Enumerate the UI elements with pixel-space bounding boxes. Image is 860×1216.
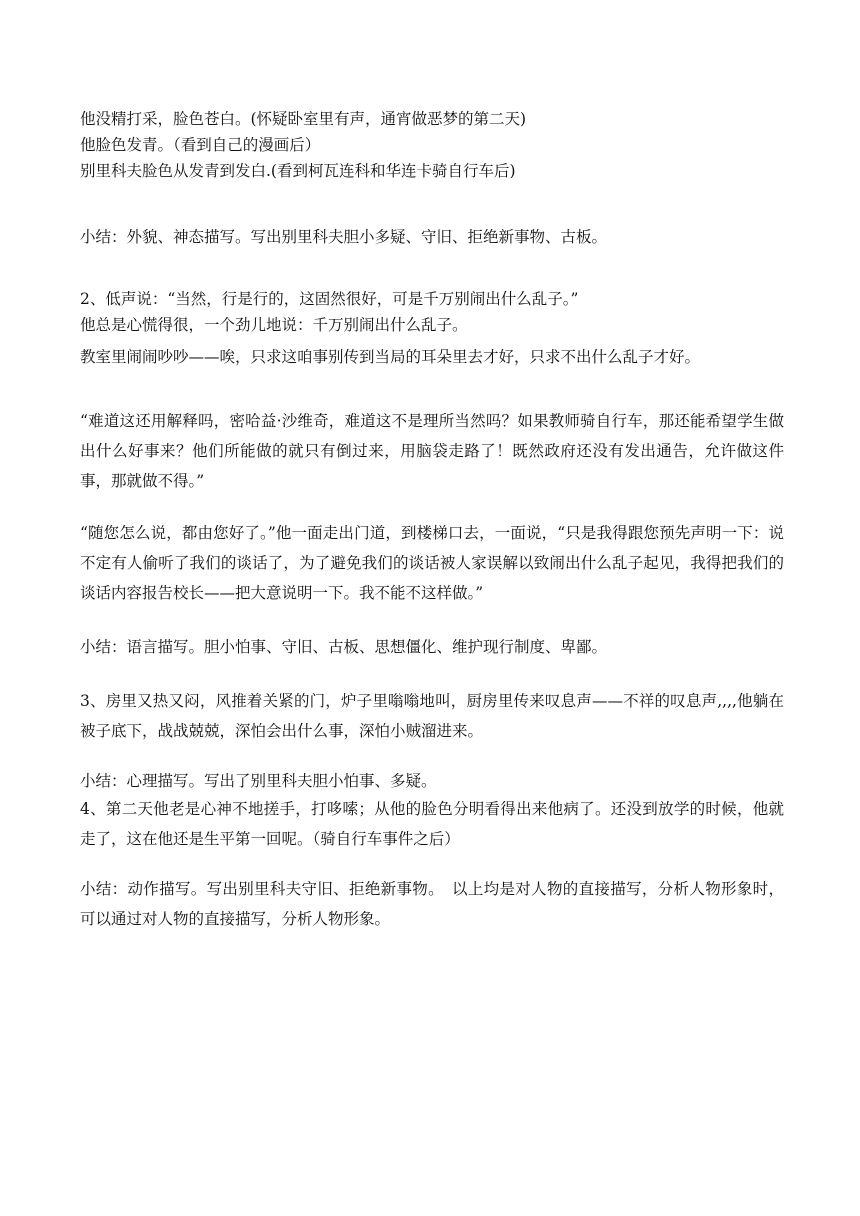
quote-1: “难道这还用解释吗，密哈益·沙维奇，难道这不是理所当然吗？如果教师骑自行车，那还能希望学生做出什么好事来？他们所能做的就只有倒过来，用脑袋走路了！既然政府还没有发出通告，允许做这件事，那就做不得。” — [80, 412, 784, 490]
summary-4: 小结：动作描写。写出别里科夫守旧、拒绝新事物。 以上均是对人物的直接描写，分析人物形象时，可以通过对人物的直接描写，分析人物形象。 — [80, 880, 784, 928]
quote-2: “随您怎么说，都由您好了。”他一面走出门道，到楼梯口去，一面说，“只是我得跟您预先声明一下：说不定有人偷听了我们的谈话了，为了避免我们的谈话被人家误解以致闹出什么乱子起见，我得把我们的谈话内容报告校长——把大意说明一下。我不能不这样做。” — [80, 524, 784, 602]
blank-line — [80, 250, 784, 276]
text-line: 别里科夫脸色从发青到发白.(看到柯瓦连科和华连卡骑自行车后) — [80, 162, 516, 180]
blank-line — [80, 660, 784, 680]
summary-3: 小结：心理描写。写出了别里科夫胆小怕事、多疑。 — [80, 772, 437, 790]
paragraph-3: 3、房里又热又闷，风推着关紧的门，炉子里嗡嗡地叫，厨房里传来叹息声——不祥的叹息声,,,,他躺在被子底下，战战兢兢，深怕会出什么事，深怕小贼溜进来。 — [80, 692, 784, 740]
paragraph-4: 4、第二天他老是心神不地搓手，打哆嗦；从他的脸色分明看得出来他病了。还没到放学的时候，他就走了，这在他还是生平第一回呢。（骑自行车事件之后） — [80, 800, 784, 848]
text-line: 他没精打采，脸色苍白。(怀疑卧室里有声，通宵做恶梦的第二天) — [80, 110, 527, 128]
text-line: 他脸色发青。（看到自己的漫画后） — [80, 136, 321, 154]
blank-line — [80, 496, 784, 518]
text-line: 教室里闹闹吵吵——唉，只求这咱事别传到当局的耳朵里去才好，只求不出什么乱子才好。 — [80, 348, 701, 366]
summary-2: 小结：语言描写。胆小怕事、守旧、古板、思想僵化、维护现行制度、卑鄙。 — [80, 638, 608, 656]
summary-1: 小结：外貌、神态描写。写出别里科夫胆小多疑、守旧、拒绝新事物、古板。 — [80, 228, 608, 246]
text-line: 他总是心慌得很，一个劲儿地说：千万别闹出什么乱子。 — [80, 316, 468, 334]
blank-line — [80, 854, 784, 874]
blank-line — [80, 746, 784, 768]
blank-line — [80, 370, 784, 396]
paragraph-2: 2、低声说：“当然，行是行的，这固然很好，可是千万别闹出什么乱子。” — [80, 290, 579, 308]
document-body — [80, 106, 784, 934]
blank-line — [80, 608, 784, 630]
blank-line — [80, 184, 784, 210]
